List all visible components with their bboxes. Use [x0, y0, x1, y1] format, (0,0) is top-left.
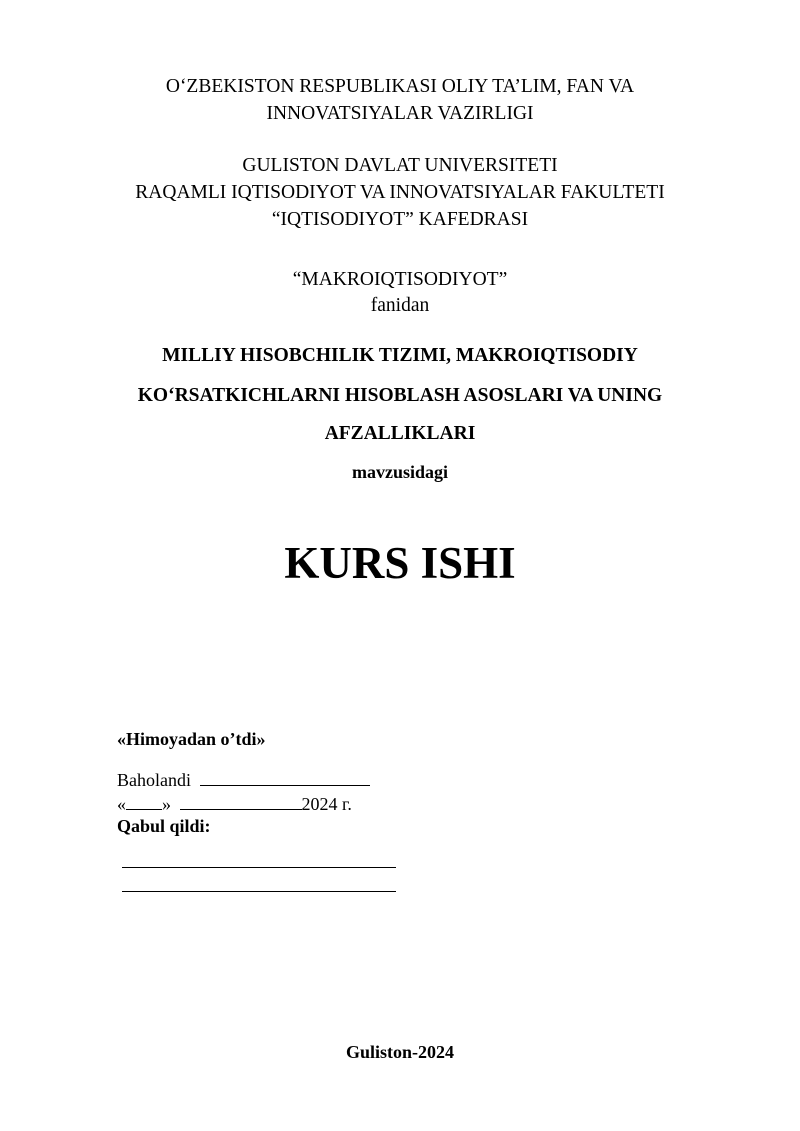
defense-label: «Himoyadan o’tdi»: [117, 729, 266, 749]
date-row: [117, 791, 352, 815]
topic-suffix: mavzusidagi: [351, 462, 448, 482]
topic-line-2: KO‘RSATKICHLARNI HISOBLASH ASOSLARI VA UNING: [137, 385, 663, 406]
year-text: 2024 г.: [301, 794, 352, 814]
graded-label: Baholandi: [117, 770, 191, 790]
month-blank[interactable]: [180, 791, 302, 810]
ministry-line-1: O‘ZBEKISTON RESPUBLIKASI OLIY TA’LIM, FAN VA: [165, 76, 635, 97]
graded-row: [117, 767, 370, 791]
document-type-title: KURS ISHI: [284, 538, 516, 588]
grade-blank[interactable]: [200, 767, 370, 786]
signature-line-2[interactable]: [122, 891, 396, 892]
faculty-name: RAQAMLI IQTISODIYOT VA INNOVATSIYALAR FAKULTETI: [135, 182, 665, 203]
university-name: GULISTON DAVLAT UNIVERSITETI: [242, 155, 558, 176]
day-blank[interactable]: [126, 791, 162, 810]
department-name: “IQTISODIYOT” KAFEDRASI: [271, 209, 529, 230]
date-close-quote: »: [162, 794, 171, 814]
topic-line-3: AFZALLIKLARI: [324, 423, 476, 444]
subject-suffix: fanidan: [370, 295, 430, 316]
accepted-label: Qabul qildi:: [117, 816, 211, 836]
signature-line-1[interactable]: [122, 867, 396, 868]
ministry-line-2: INNOVATSIYALAR VAZIRLIGI: [266, 103, 534, 124]
date-open-quote: «: [117, 794, 126, 814]
city-year: Guliston-2024: [345, 1042, 455, 1062]
topic-line-1: MILLIY HISOBCHILIK TIZIMI, MAKROIQTISODIY: [162, 345, 638, 366]
subject-name: “MAKROIQTISODIYOT”: [292, 269, 508, 290]
